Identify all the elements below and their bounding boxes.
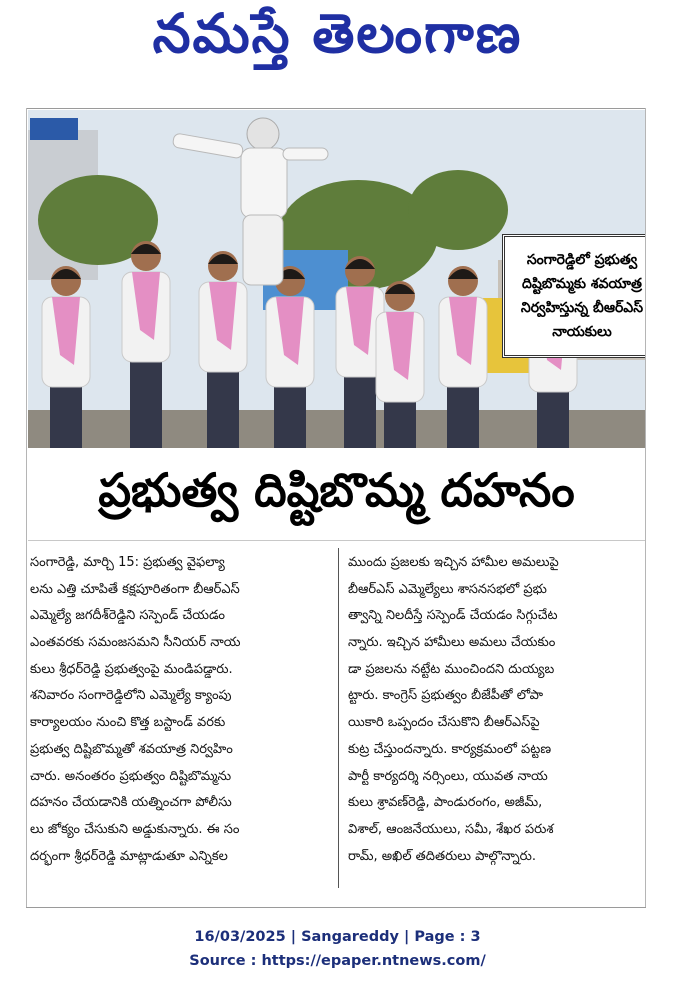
body-line: కార్యాలయం నుంచి కొత్త బస్టాండ్ వరకు [30,715,226,731]
body-line: ట్టారు. కాంగ్రెస్ ప్రభుత్వం బీజేపీతో లోపా [348,688,544,704]
body-line: కులు శ్రీధర్‌రెడ్డి ప్రభుత్వంపై మండిపడ్డారు. [30,661,233,677]
body-line: కుట్ర చేస్తుందన్నారు. కార్యక్రమంలో పట్టణ [348,741,552,757]
footer-source: Source : https://epaper.ntnews.com/ [189,953,486,969]
article-column-left [30,550,330,870]
body-line: లను ఎత్తి చూపితే కక్షపూరితంగా బీఆర్ఎస్ [30,581,240,597]
body-line: రామ్, అఖిల్ తదితరులు పాల్గొన్నారు. [348,848,537,864]
photo-caption-box [502,234,645,358]
effigy-head [247,118,279,150]
article-headline: ప్రభుత్వ దిష్టిబొమ్మ దహనం [98,463,575,517]
body-line: కులు శ్రావణ్‌రెడ్డి, పాండురంగం, అజీమ్, [348,795,543,811]
clipping-border-top [26,108,646,109]
column-divider [338,548,339,888]
effigy-legs [243,215,283,285]
body-line: పార్టీ కార్యదర్శి నర్సింలు, యువత నాయ [348,768,548,784]
effigy-arm-right [283,148,328,160]
body-line: న్నారు. ఇచ్చిన హామీలు అమలు చేయకుం [348,635,556,651]
body-line: ఎంతవరకు సమంజసమని సీనియర్ నాయ [30,635,241,651]
body-line: శనివారం సంగారెడ్డిలోని ఎమ్మెల్యే క్యాంపు [30,688,232,704]
article-column-right [348,550,648,870]
body-line: ఎమ్మెల్యే జగదీశ్‌రెడ్డిని సస్పెండ్ చేయడం [30,608,225,624]
masthead [0,0,675,80]
newspaper-logo-title: నమస్తే తెలంగాణ [152,1,523,65]
body-line: త్వాన్ని నిలదీస్తే సస్పెండ్ చేయడం సిగ్గుచేట [348,608,558,624]
effigy-body [241,148,287,218]
clipping-border-left [26,108,27,908]
photo-sign-board [30,118,78,140]
body-line: దహనం చేయడానికి యత్నించగా పోలీసు [30,795,232,811]
body-line: చారు. అనంతరం ప్రభుత్వం దిష్టిబొమ్మను [30,768,232,784]
body-line: యికారి ఒప్పందం చేసుకొని బీఆర్ఎస్‌పై [348,715,540,731]
body-line: విశాల్, ఆంజనేయులు, సమీ, శేఖర పరుశ [348,821,554,837]
body-line: ముందు ప్రజలకు ఇచ్చిన హామీల అమలుపై [348,555,559,570]
photo-tree-right [408,170,508,250]
body-line: సంగారెడ్డి, మార్చి 15: ప్రభుత్వ వైఫల్యా [30,555,225,570]
news-photo [28,110,645,448]
headline-rule [28,540,645,541]
body-line: బీఆర్ఎస్ ఎమ్మెల్యేలు శాసనసభలో ప్రభు [348,581,547,597]
clipping-border-bottom [26,907,646,908]
body-line: ప్రభుత్వ దిష్టిబొమ్మతో శవయాత్ర నిర్వహిం [30,741,233,757]
body-line: లు జోక్యం చేసుకుని అడ్డుకున్నారు. ఈ సం [30,821,240,837]
footer-date-edition-page: 16/03/2025 | Sangareddy | Page : 3 [194,929,481,945]
article-headline-block [28,456,645,536]
body-line: డా ప్రజలను నట్టేట ముంచిందని దుయ్యబ [348,661,555,677]
clipping-footer [0,925,675,973]
photo-caption: సంగారెడ్డిలో ప్రభుత్వ దిష్టిబొమ్మకు శవయాత్ర నిర్వహిస్తున్న బీఆర్ఎస్ నాయకులు [520,252,644,340]
body-line: దర్భంగా శ్రీధర్‌రెడ్డి మాట్లాడుతూ ఎన్నికల [30,848,228,864]
